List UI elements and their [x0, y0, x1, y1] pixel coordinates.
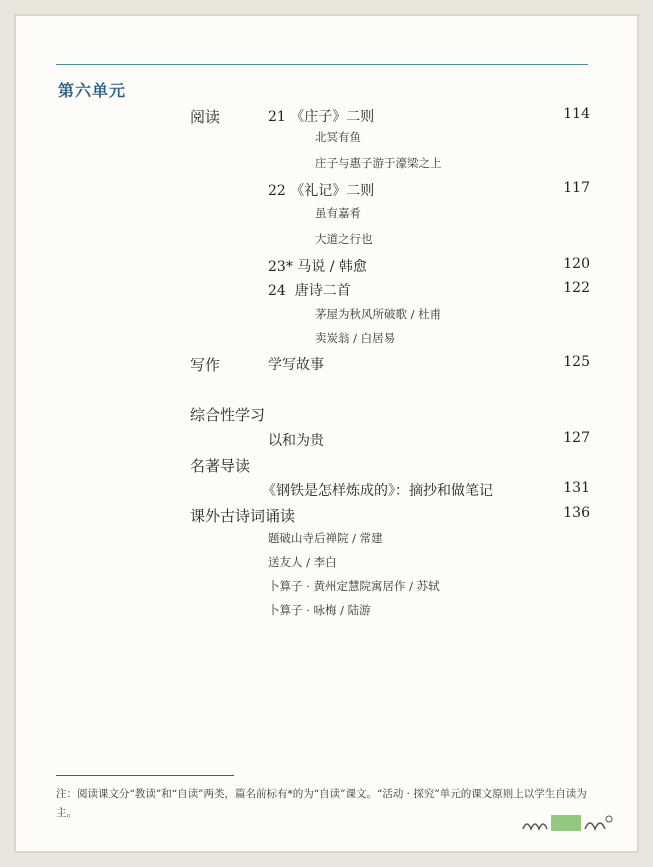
section-writing: 写作	[190, 356, 221, 374]
lesson-21-sub-1[interactable]: 北冥有鱼	[315, 130, 361, 144]
section-poetry: 课外古诗词诵读	[190, 507, 296, 525]
lesson-22[interactable]	[268, 180, 374, 200]
top-rule	[56, 64, 588, 65]
lesson-22-page: 117	[563, 180, 590, 196]
poem-1[interactable]: 题破山寺后禅院 / 常建	[268, 531, 383, 545]
section-comprehensive: 综合性学习	[190, 406, 266, 424]
lesson-23-title: 马说 / 韩愈	[297, 259, 367, 275]
lesson-24[interactable]	[268, 280, 351, 300]
unit-title: 第六单元	[58, 81, 127, 100]
lesson-23-page: 120	[563, 256, 590, 272]
lesson-24-sub-1[interactable]: 茅屋为秋风所破歌 / 杜甫	[315, 307, 442, 321]
footnote: 注：阅读课文分“教读”和“自读”两类，篇名前标有*的为“自读”课文。“活动 · 探究”单元的课文原则上以学生自读为主。	[56, 788, 587, 819]
lesson-22-number: 22	[268, 183, 286, 199]
lesson-24-title: 唐诗二首	[294, 283, 351, 299]
lesson-21[interactable]	[268, 106, 374, 126]
section-classics: 名著导读	[190, 457, 251, 475]
writing-item[interactable]: 学写故事	[268, 357, 324, 373]
lesson-23[interactable]	[268, 256, 367, 276]
poem-3[interactable]: 卜算子 · 黄州定慧院寓居作 / 苏轼	[268, 579, 440, 593]
lesson-22-title: 《礼记》二则	[290, 183, 375, 199]
comprehensive-page: 127	[563, 430, 590, 446]
lesson-21-title: 《庄子》二则	[290, 109, 375, 125]
lesson-22-sub-2[interactable]: 大道之行也	[315, 232, 373, 246]
footnote-rule	[56, 775, 234, 776]
section-reading: 阅读	[190, 108, 221, 126]
lesson-21-sub-2[interactable]: 庄子与惠子游于濠梁之上	[315, 156, 442, 170]
poetry-page: 136	[563, 505, 590, 521]
lesson-24-sub-2[interactable]: 卖炭翁 / 白居易	[315, 331, 396, 345]
lesson-24-page: 122	[563, 280, 590, 296]
lesson-22-sub-1[interactable]: 虽有嘉肴	[315, 206, 361, 220]
lesson-21-number: 21	[268, 109, 286, 125]
classics-item[interactable]: 《钢铁是怎样炼成的》：摘抄和做笔记	[262, 483, 493, 499]
watermark-logo	[519, 809, 615, 837]
lesson-21-page: 114	[563, 106, 590, 122]
poem-4[interactable]: 卜算子 · 咏梅 / 陆游	[268, 603, 371, 617]
classics-page: 131	[563, 480, 590, 496]
comprehensive-item[interactable]: 以和为贵	[268, 433, 324, 449]
lesson-23-number: 23*	[268, 259, 293, 275]
lesson-24-number: 24	[268, 283, 286, 299]
writing-page: 125	[563, 354, 590, 370]
poem-2[interactable]: 送友人 / 李白	[268, 555, 337, 569]
